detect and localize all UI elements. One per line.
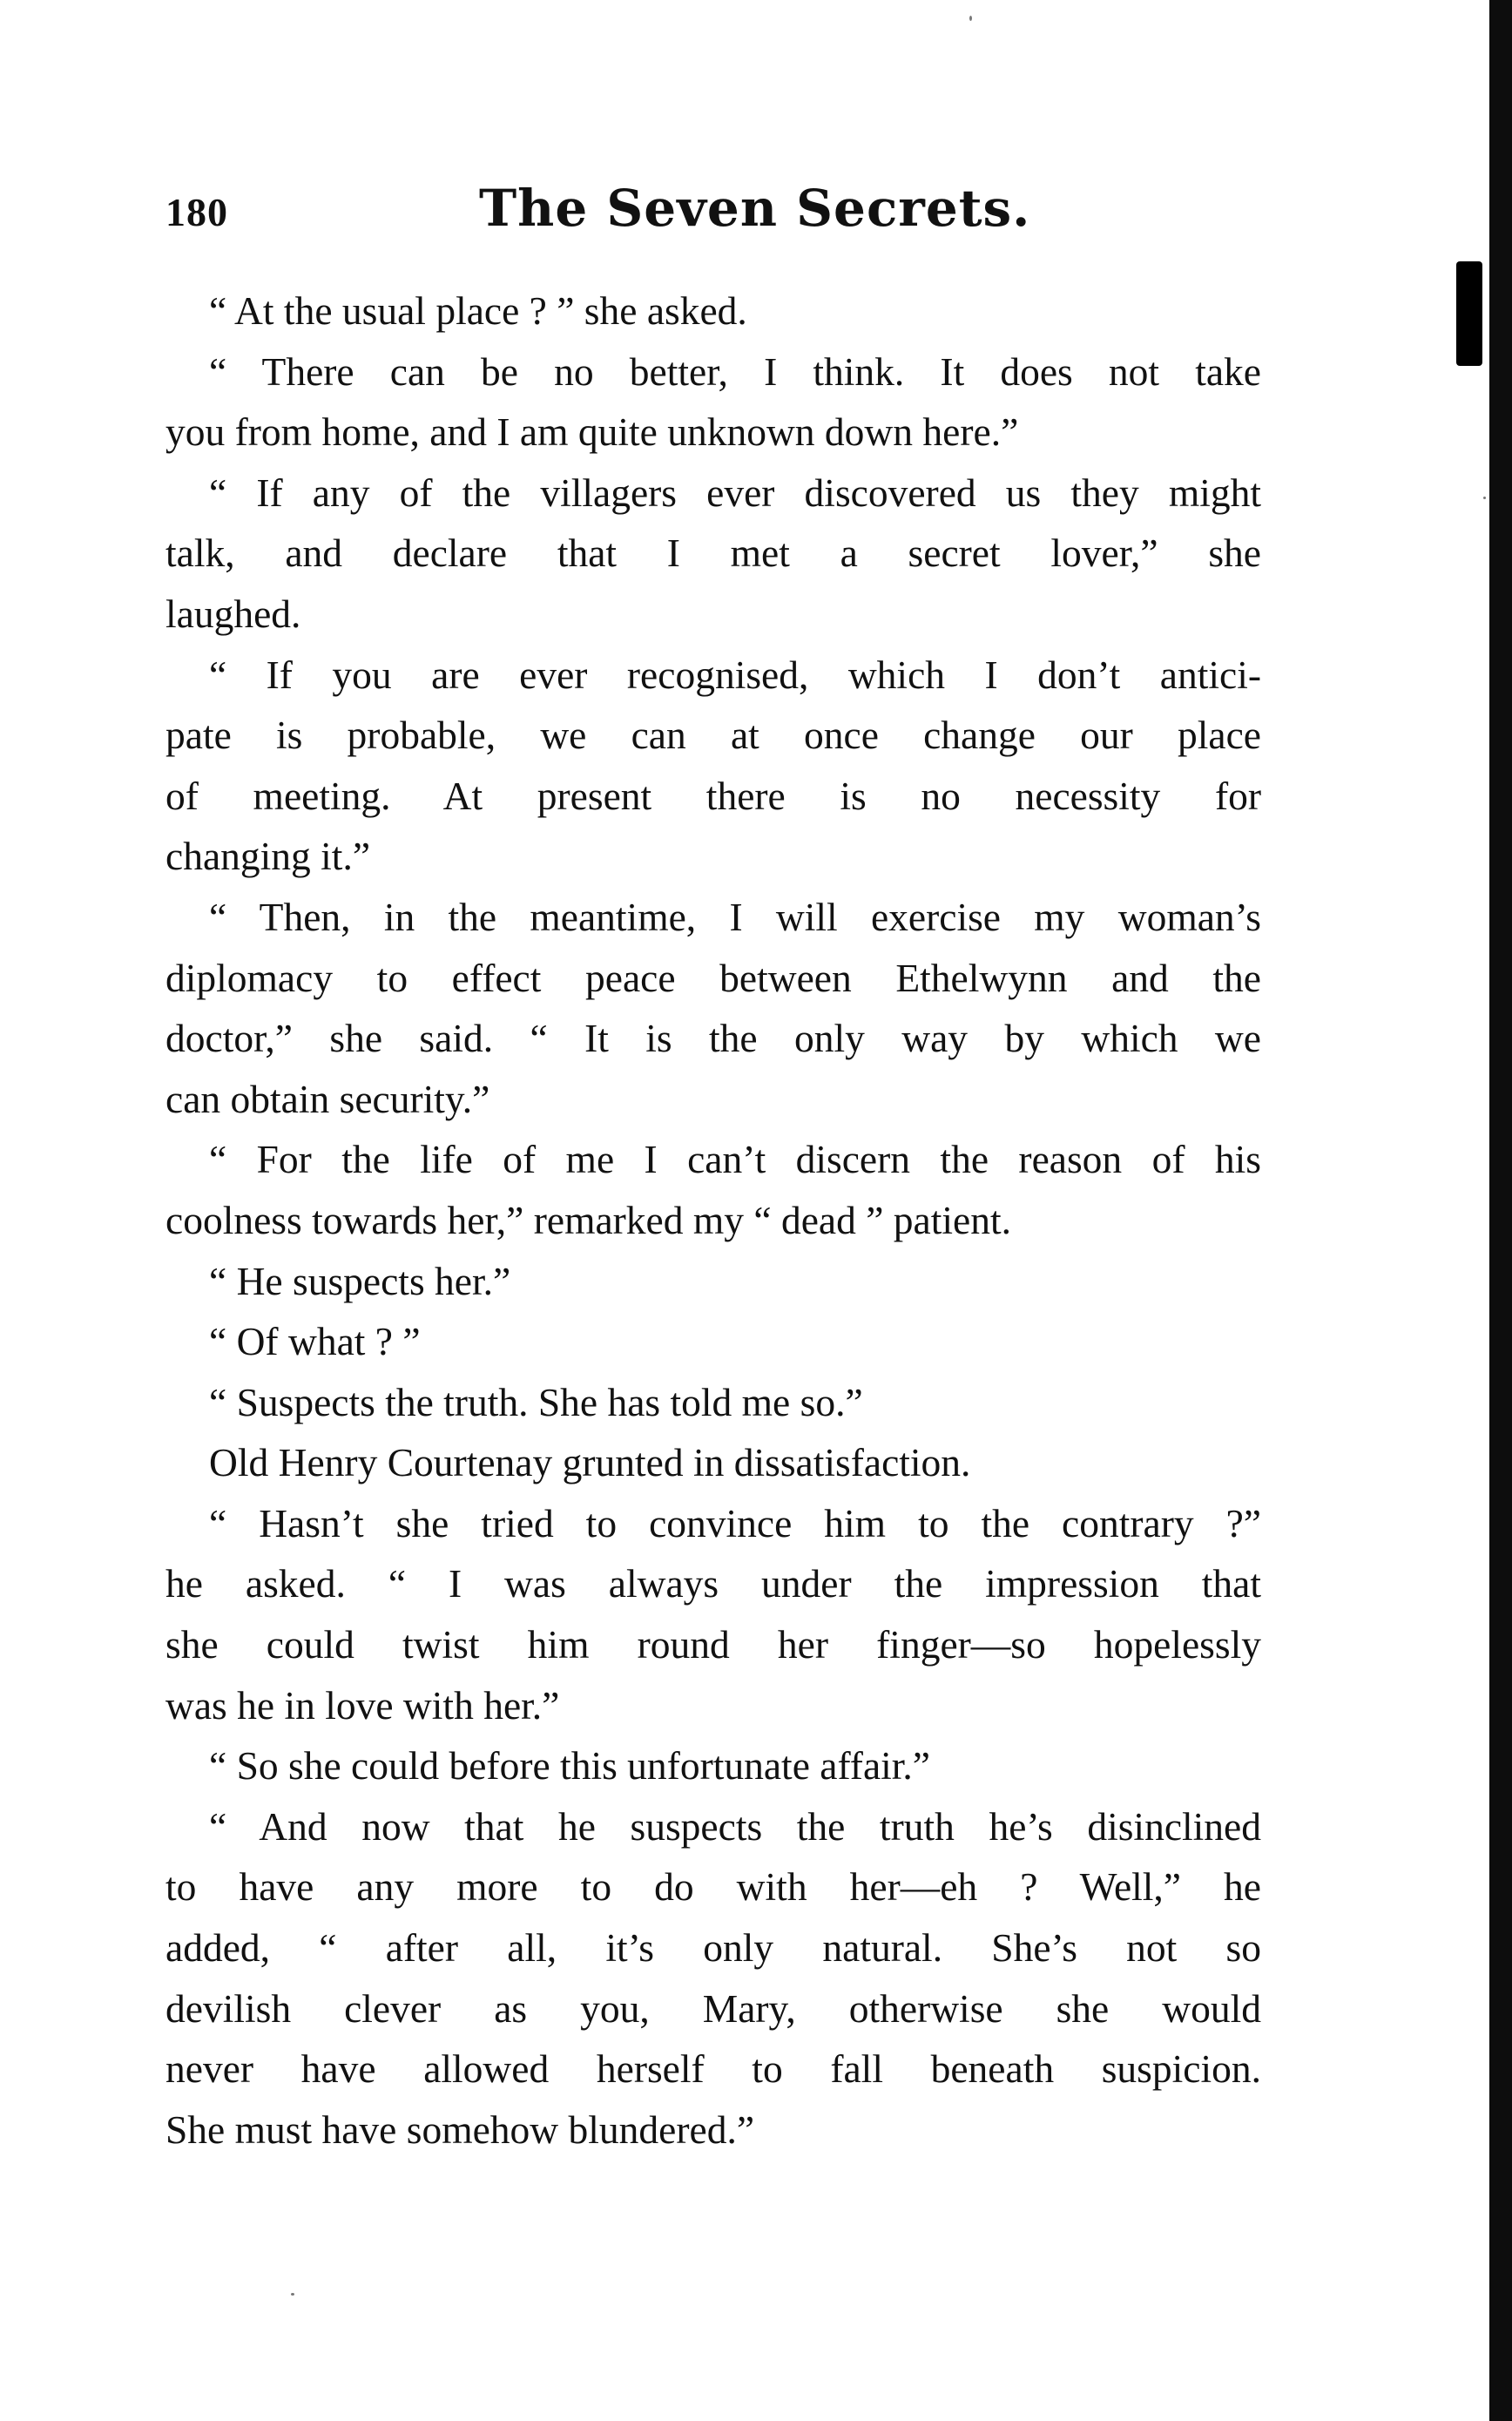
- text-line: changing it.”: [165, 834, 371, 879]
- text-line: pate is probable, we can at once change our place: [165, 713, 1261, 758]
- page-number: 180: [165, 190, 228, 234]
- stray-mark: [291, 2293, 294, 2296]
- text-line: never have allowed herself to fall beneath suspicion.: [165, 2046, 1261, 2092]
- stray-mark: [1483, 497, 1486, 499]
- ink-blot: [1456, 261, 1482, 366]
- text-line: “ There can be no better, I think. It does not take: [209, 348, 1261, 394]
- text-line: can obtain security.”: [165, 1076, 490, 1121]
- text-line: “ Of what ? ”: [209, 1319, 421, 1364]
- text-line: “ He suspects her.”: [209, 1258, 511, 1303]
- text-line: Old Henry Courtenay grunted in dissatisfaction.: [209, 1440, 971, 1485]
- stray-mark: [969, 16, 972, 21]
- text-line: “ Then, in the meantime, I will exercise my woman’s: [209, 894, 1261, 939]
- body-text: [165, 281, 1261, 2160]
- text-line: She must have somehow blundered.”: [165, 2107, 755, 2152]
- running-title: The Seven Secrets.: [479, 179, 1031, 238]
- text-line: “ Suspects the truth. She has told me so.”: [209, 1379, 863, 1424]
- text-line: of meeting. At present there is no necessity for: [165, 773, 1261, 818]
- text-line: to have any more to do with her—eh ? Well,” he: [165, 1864, 1261, 1910]
- text-line: “ Hasn’t she tried to convince him to the contrary ?”: [209, 1500, 1261, 1545]
- text-line: “ If you are ever recognised, which I don’t antici-: [209, 652, 1261, 697]
- text-line: you from home, and I am quite unknown down here.”: [165, 409, 1019, 455]
- text-line: devilish clever as you, Mary, otherwise she would: [165, 1985, 1261, 2031]
- text-line: added, “ after all, it’s only natural. She’s not so: [165, 1925, 1261, 1971]
- text-line: laughed.: [165, 591, 301, 636]
- binding-edge: [1489, 0, 1512, 2421]
- page-header: [165, 179, 1272, 257]
- text-line: diplomacy to effect peace between Ethelwynn and the: [165, 955, 1261, 1000]
- text-line: “ At the usual place ? ” she asked.: [209, 288, 747, 333]
- text-line: “ And now that he suspects the truth he’s disinclined: [209, 1803, 1261, 1849]
- text-line: coolness towards her,” remarked my “ dead ” patient.: [165, 1197, 1011, 1242]
- text-line: talk, and declare that I met a secret lover,” she: [165, 531, 1261, 576]
- text-line: was he in love with her.”: [165, 1682, 560, 1728]
- text-line: she could twist him round her finger—so hopelessly: [165, 1622, 1261, 1667]
- text-line: “ So she could before this unfortunate affair.”: [209, 1743, 930, 1789]
- text-line: “ If any of the villagers ever discovered us they might: [209, 470, 1261, 515]
- text-line: “ For the life of me I can’t discern the reason of his: [209, 1137, 1261, 1182]
- text-line: he asked. “ I was always under the impression that: [165, 1561, 1261, 1606]
- text-line: doctor,” she said. “ It is the only way by which we: [165, 1016, 1261, 1061]
